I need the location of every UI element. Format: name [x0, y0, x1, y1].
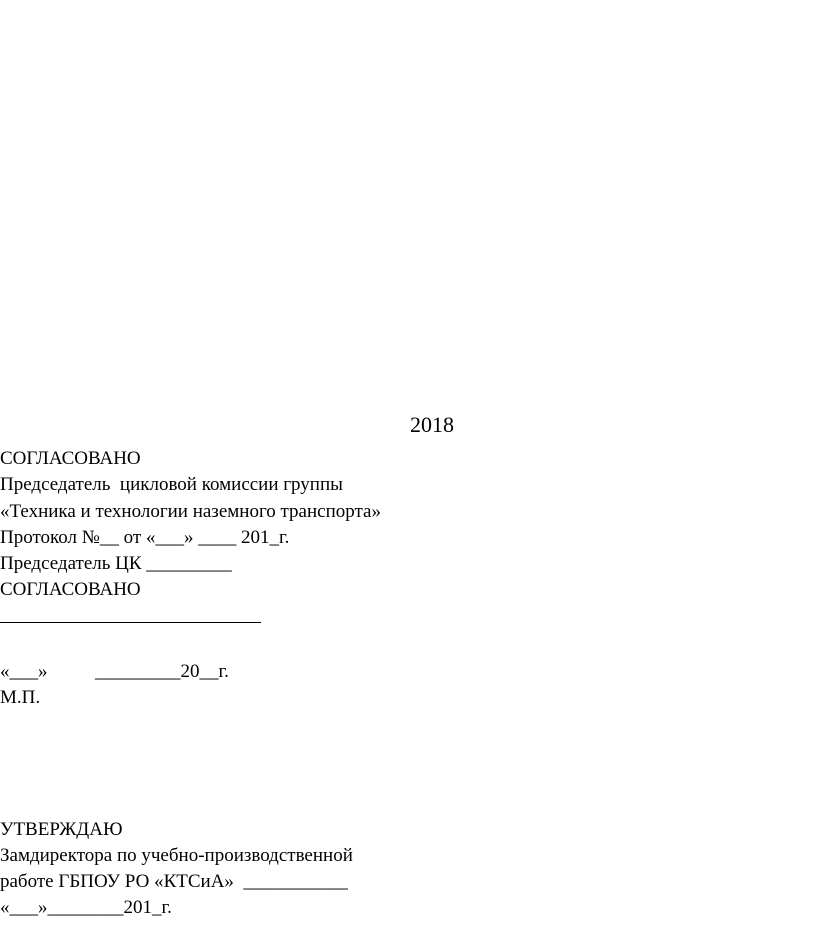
approval-1-heading: СОГЛАСОВАНО [0, 448, 141, 469]
approval-2-stamp: М.П. [0, 687, 41, 708]
approved-date: «___»________201_г. [0, 897, 172, 918]
approval-1-commission-name: «Техника и технологии наземного транспорта» [0, 501, 381, 522]
approval-2-date: «___» _________20__г. [0, 661, 229, 682]
approval-1-chair-title: Председатель цикловой комиссии группы [0, 474, 343, 495]
approved-heading: УТВЕРЖДАЮ [0, 819, 123, 840]
approval-2-signature-line [0, 622, 261, 623]
approval-1-protocol: Протокол №__ от «___» ____ 201_г. [0, 527, 290, 548]
approval-2-heading: СОГЛАСОВАНО [0, 579, 141, 600]
approval-1-chair-signature: Председатель ЦК _________ [0, 553, 232, 574]
approved-organization: работе ГБПОУ РО «КТСиА» ___________ [0, 871, 348, 892]
document-year: 2018 [410, 412, 454, 437]
approved-position: Замдиректора по учебно-производственной [0, 845, 353, 866]
